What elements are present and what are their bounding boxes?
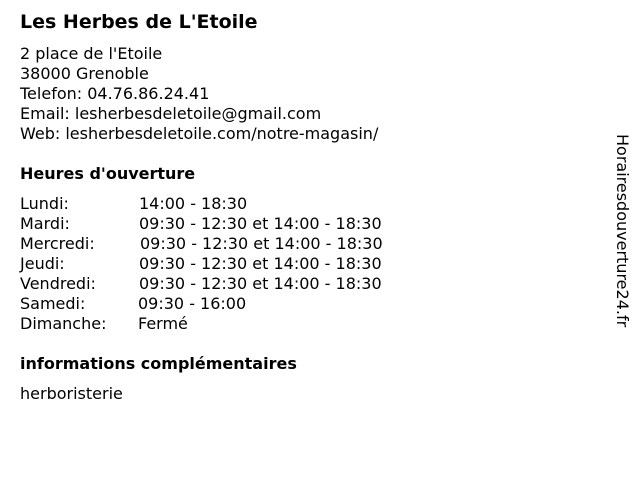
hours-row-thursday <box>20 254 440 274</box>
opening-hours-table <box>20 194 440 334</box>
day-label: Mercredi: <box>20 234 95 253</box>
additional-info-heading: informations complémentaires <box>20 354 297 373</box>
hours-row-friday <box>20 274 440 294</box>
day-label: Dimanche: <box>20 314 107 333</box>
site-watermark <box>612 134 634 374</box>
day-hours: 09:30 - 12:30 et 14:00 - 18:30 <box>139 254 382 273</box>
email-address: Email: lesherbesdeletoile@gmail.com <box>20 104 322 123</box>
day-hours: 09:30 - 12:30 et 14:00 - 18:30 <box>139 214 382 233</box>
hours-row-monday <box>20 194 440 214</box>
hours-row-tuesday <box>20 214 440 234</box>
day-hours: Fermé <box>138 314 188 333</box>
day-hours: 14:00 - 18:30 <box>139 194 248 213</box>
phone-number: Telefon: 04.76.86.24.41 <box>20 84 210 103</box>
day-label: Jeudi: <box>20 254 65 273</box>
address-line-city: 38000 Grenoble <box>20 64 149 83</box>
store-name: Les Herbes de L'Etoile <box>20 11 258 33</box>
day-hours: 09:30 - 12:30 et 14:00 - 18:30 <box>140 234 383 253</box>
additional-info-text: herboristerie <box>20 384 123 403</box>
hours-row-sunday <box>20 314 440 334</box>
address-line-street: 2 place de l'Etoile <box>20 44 163 63</box>
opening-hours-heading: Heures d'ouverture <box>20 164 196 183</box>
day-label: Lundi: <box>20 194 69 213</box>
day-label: Mardi: <box>20 214 70 233</box>
contact-block <box>20 44 378 144</box>
day-label: Vendredi: <box>20 274 96 293</box>
hours-row-saturday <box>20 294 440 314</box>
website-address: Web: lesherbesdeletoile.com/notre-magasin/ <box>20 124 379 143</box>
site-watermark-text: Horairesdouverture24.fr <box>613 134 632 328</box>
day-hours: 09:30 - 16:00 <box>138 294 247 313</box>
day-hours: 09:30 - 12:30 et 14:00 - 18:30 <box>139 274 382 293</box>
day-label: Samedi: <box>20 294 86 313</box>
hours-row-wednesday <box>20 234 440 254</box>
